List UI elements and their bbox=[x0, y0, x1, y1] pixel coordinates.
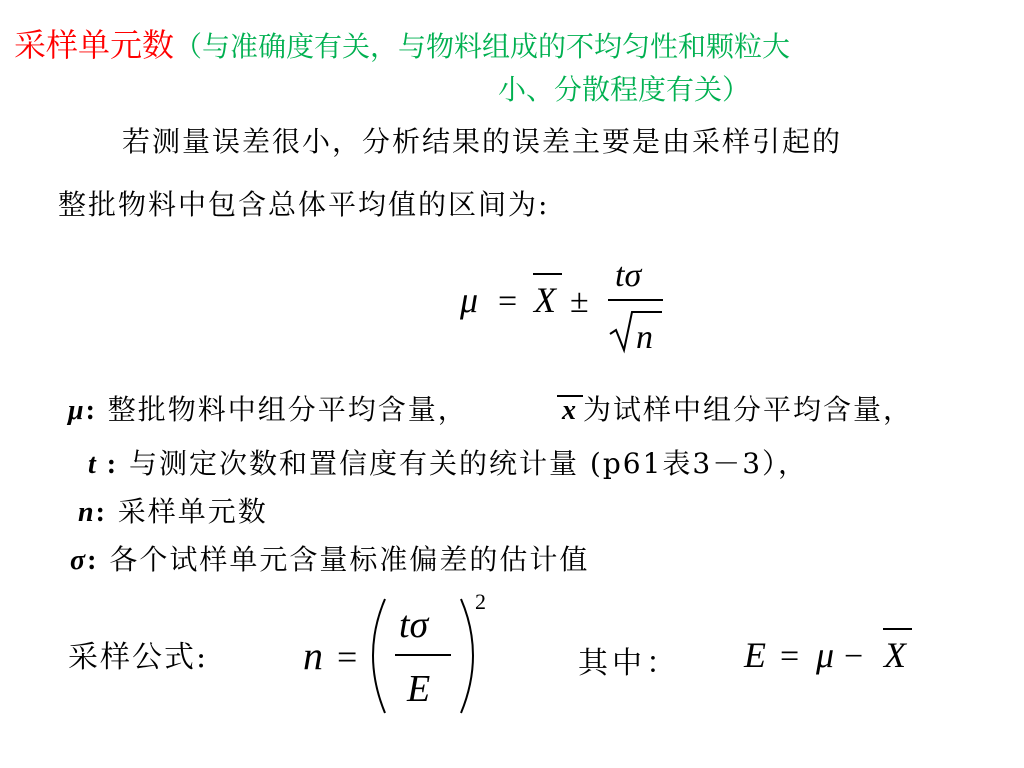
slide-title bbox=[14, 20, 790, 66]
formula1-xbar: X bbox=[534, 280, 556, 320]
title-note-line2: 小、分散程度有关） bbox=[498, 73, 751, 106]
intro-line2: 整批物料中包含总体平均值的区间为: bbox=[58, 188, 550, 221]
error-formula-eq: = bbox=[780, 638, 800, 675]
error-formula-E: E bbox=[744, 635, 766, 675]
definition-t-text: 与测定次数和置信度有关的统计量 (p61表3－3）， bbox=[118, 447, 809, 480]
sampling-formula-numerator: tσ bbox=[399, 604, 429, 646]
definition-sigma-text: 各个试样单元含量标准偏差的估计值 bbox=[98, 543, 590, 576]
formula1-mu: μ bbox=[460, 280, 479, 320]
where-label: 其中： bbox=[578, 646, 680, 681]
sampling-formula-power: 2 bbox=[475, 589, 486, 614]
definition-xbar-text: 为试样中组分平均含量， bbox=[583, 393, 914, 426]
definition-xbar bbox=[557, 388, 913, 428]
definition-n-text: 采样单元数 bbox=[106, 495, 268, 528]
formula1-denominator: n bbox=[636, 319, 653, 356]
formula1-pm: ± bbox=[570, 283, 589, 320]
error-formula-minus: − bbox=[844, 638, 864, 675]
title-main: 采样单元数 bbox=[14, 26, 175, 64]
sampling-formula-right-paren bbox=[461, 599, 473, 713]
definition-mu: μ: 整批物料中组分平均含量， bbox=[68, 393, 468, 426]
definition-xbar-symbol: x bbox=[557, 395, 583, 425]
sampling-formula-denominator: E bbox=[407, 668, 431, 710]
sampling-formula-left-paren bbox=[373, 599, 385, 713]
sampling-formula bbox=[295, 585, 505, 725]
definition-t-symbol: t bbox=[88, 449, 98, 480]
error-formula-xbar: X bbox=[884, 635, 906, 675]
definition-n: n: 采样单元数 bbox=[78, 495, 268, 528]
title-note-line1: （与准确度有关，与物料组成的不均匀性和颗粒大 bbox=[174, 30, 791, 63]
error-formula bbox=[740, 615, 930, 685]
definition-mu-symbol: μ bbox=[68, 395, 86, 426]
error-formula-mu: μ bbox=[816, 635, 835, 675]
sampling-formula-n: n bbox=[303, 633, 323, 678]
definition-n-symbol: n bbox=[78, 497, 96, 528]
definition-t: t : 与测定次数和置信度有关的统计量 (p61表3－3）， bbox=[88, 447, 809, 480]
sampling-formula-eq: = bbox=[337, 637, 358, 677]
sampling-formula-label: 采样公式: bbox=[68, 640, 209, 675]
definition-mu-text: 整批物料中组分平均含量， bbox=[96, 393, 468, 426]
confidence-interval-formula bbox=[450, 250, 690, 360]
definition-sigma-symbol: σ bbox=[70, 545, 88, 576]
formula1-numerator: tσ bbox=[615, 257, 642, 294]
formula1-eq: = bbox=[498, 283, 518, 320]
intro-line1: 若测量误差很小，分析结果的误差主要是由采样引起的 bbox=[122, 125, 843, 158]
definition-sigma: σ: 各个试样单元含量标准偏差的估计值 bbox=[70, 543, 590, 576]
